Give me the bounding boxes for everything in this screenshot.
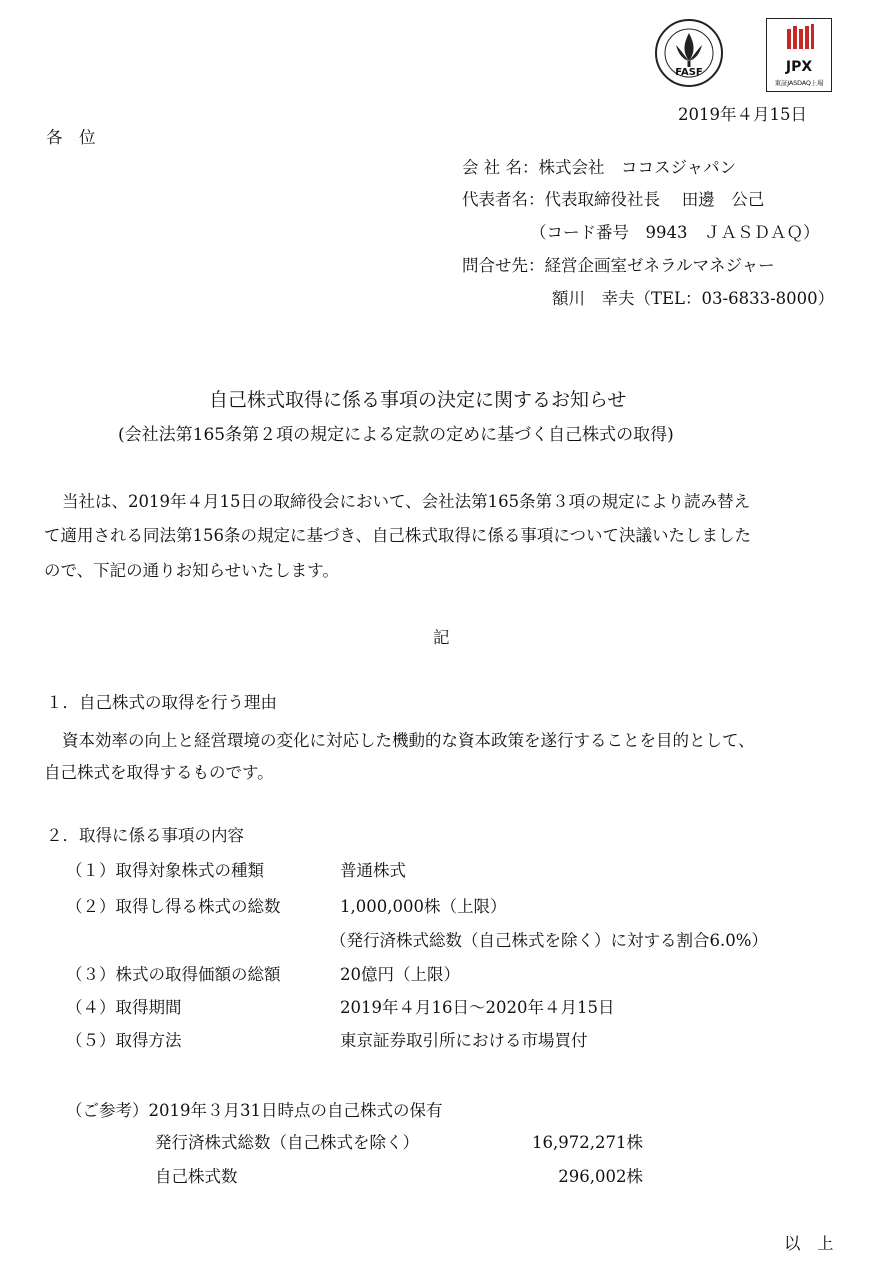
reference-label: 自己株式数 xyxy=(155,1167,238,1186)
contact-name-line: 額川 幸夫（TEL：03-6833-8000） xyxy=(552,289,835,308)
closing: 以 上 xyxy=(784,1234,834,1253)
fasf-logo xyxy=(654,15,724,91)
item-label: （５）取得方法 xyxy=(66,1031,182,1050)
section1-line-1: 資本効率の向上と経営環境の変化に対応した機動的な資本政策を遂行することを目的として、 xyxy=(62,731,755,750)
item-value-note: （発行済株式総数（自己株式を除く）に対する割合6.0%） xyxy=(330,931,768,950)
fasf-emblem-icon xyxy=(654,15,724,91)
reference-label: 発行済株式総数（自己株式を除く） xyxy=(155,1133,419,1152)
item-value: 2019年４月16日～2020年４月15日 xyxy=(340,998,615,1017)
intro-line-3: ので、下記の通りお知らせいたします。 xyxy=(44,561,339,580)
addressee: 各 位 xyxy=(46,128,96,147)
jpx-bars-icon xyxy=(767,21,830,59)
fasf-label: FASF xyxy=(675,67,703,78)
document-date: 2019年４月15日 xyxy=(678,105,807,124)
company-name-line: 会 社 名：株式会社 ココスジャパン xyxy=(462,158,737,177)
item-label: （４）取得期間 xyxy=(66,998,182,1017)
jpx-logo xyxy=(766,18,832,92)
item-label: （２）取得し得る株式の総数 xyxy=(66,897,281,916)
reference-value: 16,972,271株 xyxy=(532,1133,643,1152)
section2-heading: ２．取得に係る事項の内容 xyxy=(46,826,244,845)
ki-heading: 記 xyxy=(433,628,450,647)
section1-heading: １．自己株式の取得を行う理由 xyxy=(46,693,277,712)
item-label: （１）取得対象株式の種類 xyxy=(66,861,264,880)
item-value: 東京証券取引所における市場買付 xyxy=(340,1031,588,1050)
jpx-label: JPX xyxy=(785,59,813,75)
item-value: 普通株式 xyxy=(340,861,406,880)
page-title: 自己株式取得に係る事項の決定に関するお知らせ xyxy=(209,389,627,411)
page-subtitle: (会社法第165条第２項の規定による定款の定めに基づく自己株式の取得) xyxy=(118,425,674,445)
reference-value: 296,002株 xyxy=(558,1167,643,1186)
item-value: 20億円（上限） xyxy=(340,965,460,984)
item-value: 1,000,000株（上限） xyxy=(340,897,507,916)
section1-line-2: 自己株式を取得するものです。 xyxy=(44,763,274,782)
code-line: （コード番号 9943 ＪＡＳＤＡＱ） xyxy=(530,223,820,242)
contact-line: 問合せ先：経営企画室ゼネラルマネジャー xyxy=(462,256,775,275)
item-label: （３）株式の取得価額の総額 xyxy=(66,965,281,984)
representative-line: 代表者名：代表取締役社長 田邊 公己 xyxy=(462,190,765,209)
reference-heading: （ご参考）2019年３月31日時点の自己株式の保有 xyxy=(66,1101,443,1120)
jpx-sub-label: 東証JASDAQ上場 xyxy=(774,79,824,87)
intro-line-1: 当社は、2019年４月15日の取締役会において、会社法第165条第３項の規定により読み替え xyxy=(62,492,751,511)
intro-line-2: て適用される同法第156条の規定に基づき、自己株式取得に係る事項について決議いたしました xyxy=(44,526,752,545)
